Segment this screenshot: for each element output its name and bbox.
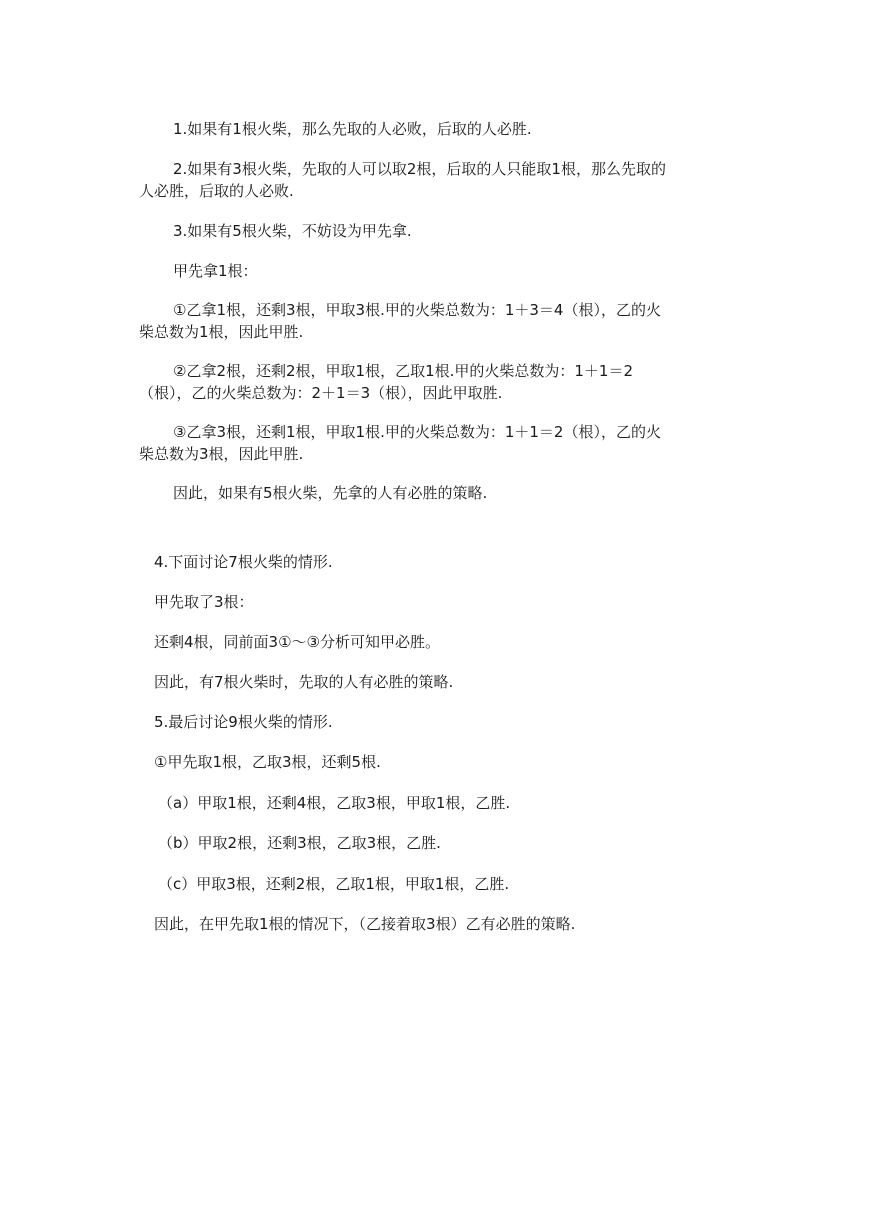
paragraph-nine-option-c: （c）甲取3根，还剩2根，乙取1根，甲取1根，乙胜. bbox=[158, 875, 510, 893]
paragraph-conclusion-9: 因此，在甲先取1根的情况下，（乙接着取3根）乙有必胜的策略. bbox=[154, 915, 576, 933]
paragraph-case-5-matches: 3.如果有5根火柴，不妨设为甲先拿. bbox=[173, 222, 412, 240]
paragraph-conclusion-5: 因此，如果有5根火柴，先拿的人有必胜的策略. bbox=[173, 484, 488, 502]
paragraph-case-9-matches: 5.最后讨论9根火柴的情形. bbox=[154, 713, 333, 731]
paragraph-nine-option-a: （a）甲取1根，还剩4根，乙取3根，甲取1根，乙胜. bbox=[158, 794, 511, 812]
paragraph-line: ①乙拿1根，还剩3根，甲取3根.甲的火柴总数为：1＋3＝4（根），乙的火 bbox=[173, 301, 661, 319]
paragraph-first-take-1: 甲先拿1根： bbox=[173, 262, 258, 280]
paragraph-sub-case-2 bbox=[139, 360, 633, 404]
paragraph-line: 柴总数为3根，因此甲胜. bbox=[139, 445, 304, 463]
paragraph-case-1-match: 1.如果有1根火柴，那么先取的人必败，后取的人必胜. bbox=[173, 120, 532, 138]
paragraph-line: （根），乙的火柴总数为：2＋1＝3（根），因此甲取胜. bbox=[139, 384, 503, 402]
paragraph-line: 柴总数为1根，因此甲胜. bbox=[139, 323, 304, 341]
paragraph-nine-sub-1: ①甲先取1根，乙取3根，还剩5根. bbox=[154, 753, 381, 771]
paragraph-remaining-4: 还剩4根，同前面3①～③分析可知甲必胜。 bbox=[154, 633, 440, 651]
paragraph-sub-case-1 bbox=[139, 299, 661, 343]
paragraph-case-3-matches bbox=[139, 158, 666, 202]
paragraph-conclusion-7: 因此，有7根火柴时，先取的人有必胜的策略. bbox=[154, 673, 454, 691]
paragraph-line: 2.如果有3根火柴，先取的人可以取2根，后取的人只能取1根，那么先取的 bbox=[173, 160, 666, 178]
paragraph-nine-option-b: （b）甲取2根，还剩3根，乙取3根，乙胜. bbox=[158, 834, 441, 852]
paragraph-line: ③乙拿3根，还剩1根，甲取1根.甲的火柴总数为：1＋1＝2（根），乙的火 bbox=[173, 423, 661, 441]
paragraph-line: ②乙拿2根，还剩2根，甲取1根，乙取1根.甲的火柴总数为：1＋1＝2 bbox=[173, 362, 634, 380]
paragraph-sub-case-3 bbox=[139, 421, 661, 465]
paragraph-case-7-matches: 4.下面讨论7根火柴的情形. bbox=[154, 553, 333, 571]
paragraph-line: 人必胜，后取的人必败. bbox=[139, 182, 294, 200]
paragraph-first-take-3: 甲先取了3根： bbox=[154, 593, 254, 611]
